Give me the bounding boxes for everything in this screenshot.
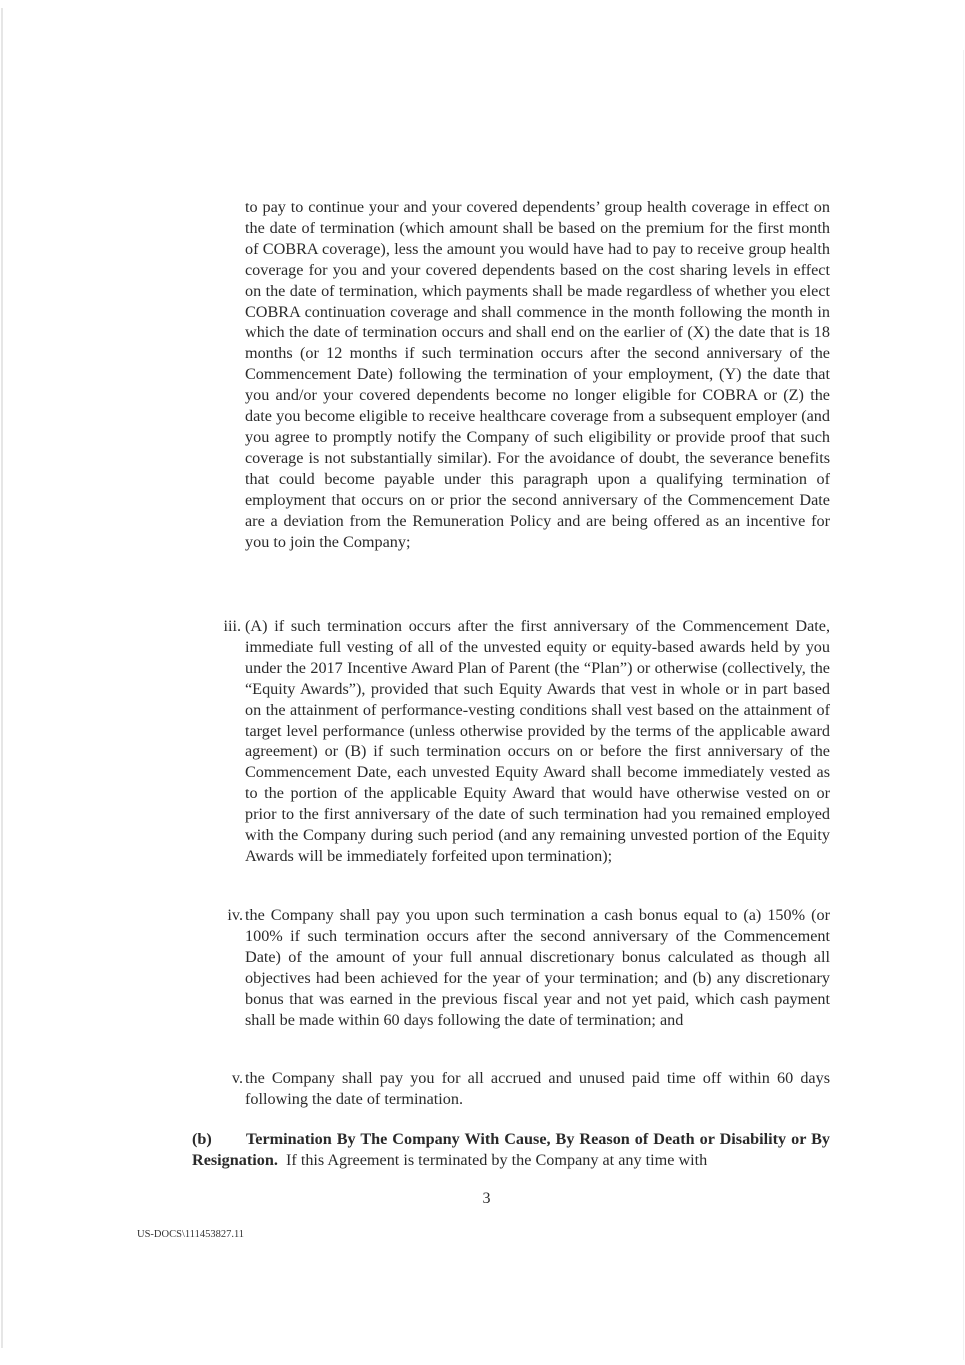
section-text: If this Agreement is terminated by the Company at any time with (277, 1151, 708, 1169)
list-item-text: (A) if such termination occurs after the first anniversary of the Commencement Date, immediate full vesting of all of the unvested equity or equity-based awards held by you under the 2017 Incentive Award Plan of Parent (the “Plan”) or otherwise (collectively, the “Equity Awards”), provided that such Equity Awards that vest in whole or in part based on the attainment of performance-vesting conditions shall vest based on the attainment of target level performance (unless otherwise provided by the terms of the applicable award agreement) or (B) if such termination occurs on or before the first anniversary of the Commencement Date, each unvested Equity Award shall become immediately vested as to the portion of the applicable Equity Award that would have otherwise vested on or prior to the first anniversary of the date of such termination had you remained employed with the Company during such period (and any remaining unvested portion of the Equity Awards will be immediately forfeited upon termination); (245, 617, 830, 865)
continuation-paragraph: to pay to continue your and your covered dependents’ group health coverage in effect on the date of termination (which amount shall be based on the premium for the first month of COBRA coverage), less the amount you would have had to pay to receive group health coverage for you and your covered dependents based on the cost sharing levels in effect on the date of termination, which payments shall be made regardless of whether you elect COBRA continuation coverage and shall commence in the month following the month in which the date of termination occurs and shall end on the earlier of (X) the date that is 18 months (or 12 months if such termination occurs after the second anniversary of the Commencement Date) following the termination of your employment, (Y) the date that you and/or your covered dependents become no longer eligible for COBRA or (Z) the date you become eligible to receive healthcare coverage from a subsequent employer (and you agree to promptly notify the Company of such eligibility or provide proof that such coverage is not substantially similar). For the avoidance of doubt, the severance benefits that could become payable under this paragraph upon a qualifying termination of employment that occurs on or prior the second anniversary of the Commencement Date are a deviation from the Remuneration Policy and are being offered as an incentive for you to join the Company; (245, 198, 830, 551)
list-item-v (231, 1068, 830, 1110)
section-heading: Termination By The Company With Cause, By Reason of Death or Disability or By Resignation. (192, 1130, 830, 1169)
page-number: 3 (482, 1190, 491, 1207)
list-item-text: the Company shall pay you for all accrued and unused paid time off within 60 days following the date of termination. (245, 1069, 830, 1108)
list-item-number: iii. (223, 617, 241, 635)
list-item-number: v. (231, 1069, 243, 1087)
section-b (192, 1129, 830, 1171)
list-item-iv (227, 905, 830, 1030)
list-item-text: the Company shall pay you upon such termination a cash bonus equal to (a) 150% (or 100% if such termination occurs after the second anniversary of the Commencement Date) of the amount of your full annual discretionary bonus calculated as though all objectives had been achieved for the year of your termination; and (b) any discretionary bonus that was earned in the previous fiscal year and not yet paid, which cash payment shall be made within 60 days following the date of termination; and (245, 906, 830, 1029)
list-item-number: iv. (227, 906, 243, 924)
list-item-iii (223, 616, 830, 867)
document-id-footer: US-DOCS\111453827.11 (137, 1229, 245, 1240)
section-label: (b) (192, 1130, 212, 1148)
